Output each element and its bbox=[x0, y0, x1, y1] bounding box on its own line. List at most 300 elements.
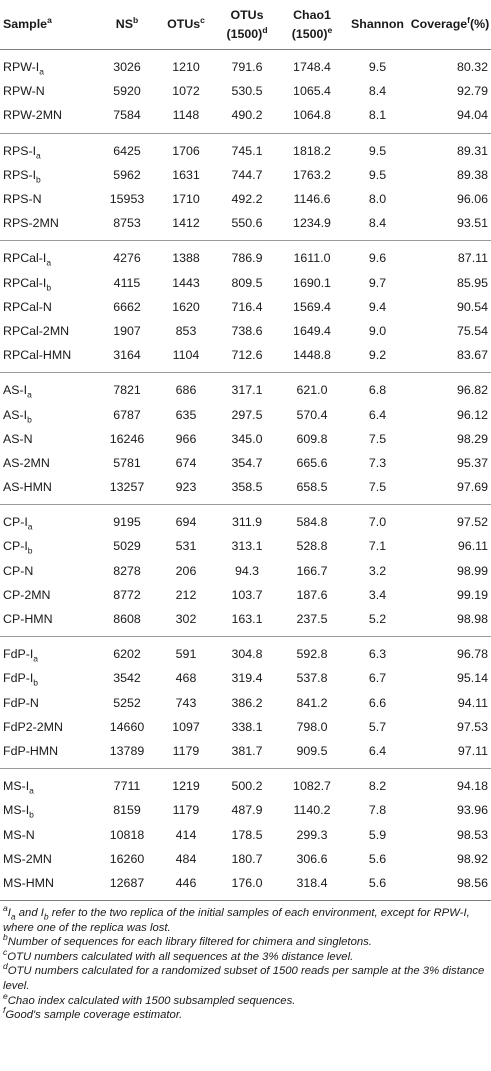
cell-shannon: 6.7 bbox=[368, 671, 387, 686]
cell-coverage: 87.11 bbox=[457, 251, 488, 266]
cell-otus-1500: 550.6 bbox=[231, 216, 263, 231]
cell-sample: RPW-$I_a$ bbox=[3, 60, 44, 77]
cell-otus-1500: 381.7 bbox=[231, 743, 263, 758]
cell-shannon: 9.4 bbox=[368, 299, 387, 314]
cell-otus: 674 bbox=[175, 455, 197, 470]
replica-subscript: a bbox=[27, 389, 32, 400]
table-row bbox=[0, 691, 491, 715]
table-row bbox=[0, 666, 491, 690]
table-row bbox=[0, 295, 491, 319]
cell-otus: 966 bbox=[175, 431, 197, 446]
cell-coverage: 96.78 bbox=[456, 647, 488, 662]
replica-subscript: a bbox=[39, 66, 44, 77]
cell-sample: $CP-I_b$ bbox=[3, 539, 33, 556]
cell-otus-1500: 176.0 bbox=[231, 875, 263, 890]
replica-subscript: a bbox=[46, 257, 52, 268]
table-row bbox=[0, 343, 491, 373]
cell-otus: 531 bbox=[175, 539, 197, 554]
cell-chao1: 909.5 bbox=[296, 743, 328, 758]
cell-chao1: 537.8 bbox=[296, 671, 328, 686]
cell-shannon: 7.8 bbox=[368, 803, 387, 818]
cell-sample: $CP-I_a$ bbox=[3, 515, 33, 532]
cell-otus-1500: 492.2 bbox=[231, 192, 263, 207]
cell-shannon: 9.5 bbox=[368, 167, 387, 182]
cell-otus: 1179 bbox=[172, 743, 200, 758]
cell-sample: RPCal-HMN bbox=[3, 348, 72, 363]
cell-coverage: 95.14 bbox=[456, 671, 488, 686]
table-row bbox=[0, 133, 491, 163]
cell-chao1: 237.5 bbox=[296, 612, 328, 627]
table-row bbox=[0, 637, 491, 667]
cell-ns: 6425 bbox=[113, 143, 141, 158]
cell-shannon: 9.6 bbox=[368, 251, 387, 266]
cell-shannon: 6.4 bbox=[368, 743, 387, 758]
cell-shannon: 5.9 bbox=[368, 827, 387, 842]
cell-otus-1500: 163.1 bbox=[231, 612, 263, 627]
table-row bbox=[0, 583, 491, 607]
cell-chao1: 1569.4 bbox=[293, 299, 331, 314]
replica-subscript: b bbox=[33, 677, 39, 688]
cell-chao1: 570.4 bbox=[296, 407, 328, 422]
cell-coverage: 90.54 bbox=[456, 299, 488, 314]
header-footnote-mark: b bbox=[133, 14, 139, 25]
table-row bbox=[0, 427, 491, 451]
cell-otus: 923 bbox=[175, 480, 197, 495]
cell-shannon: 9.5 bbox=[368, 60, 387, 75]
cell-ns: 5781 bbox=[113, 455, 141, 470]
cell-otus: 468 bbox=[175, 671, 197, 686]
cell-shannon: 9.0 bbox=[368, 323, 387, 338]
header-label: OTUs bbox=[230, 7, 264, 22]
cell-otus: 1412 bbox=[172, 216, 200, 231]
footnote-subscript: b bbox=[43, 911, 49, 922]
cell-coverage: 93.96 bbox=[456, 803, 488, 818]
header-sample bbox=[0, 0, 98, 50]
cell-otus: 484 bbox=[175, 851, 197, 866]
header-chao1 bbox=[278, 0, 346, 50]
cell-coverage: 75.54 bbox=[456, 323, 488, 338]
cell-otus: 853 bbox=[175, 323, 197, 338]
header-footnote-mark: d bbox=[262, 24, 268, 35]
cell-otus: 1706 bbox=[172, 143, 200, 158]
cell-chao1: 1065.4 bbox=[293, 84, 331, 99]
cell-shannon: 7.5 bbox=[368, 480, 387, 495]
replica-subscript: b bbox=[29, 809, 34, 820]
cell-otus-1500: 530.5 bbox=[231, 84, 263, 99]
cell-chao1: 1649.4 bbox=[293, 323, 331, 338]
cell-chao1: 592.8 bbox=[296, 647, 328, 662]
cell-otus-1500: 304.8 bbox=[231, 647, 263, 662]
cell-sample: $MS-I_a$ bbox=[3, 779, 34, 796]
cell-shannon: 8.1 bbox=[368, 108, 387, 123]
cell-shannon: 6.3 bbox=[368, 647, 387, 662]
footnote-mark: a bbox=[3, 903, 8, 914]
cell-shannon: 8.2 bbox=[368, 779, 387, 794]
cell-sample: CP-N bbox=[3, 563, 34, 578]
cell-coverage: 96.82 bbox=[456, 383, 488, 398]
cell-shannon: 3.2 bbox=[368, 563, 387, 578]
cell-otus: 743 bbox=[175, 695, 197, 710]
table-row bbox=[0, 187, 491, 211]
cell-ns: 5252 bbox=[113, 695, 141, 710]
cell-otus-1500: 809.5 bbox=[231, 275, 263, 290]
table-row bbox=[0, 241, 491, 271]
header-footnote-mark: e bbox=[327, 24, 333, 35]
table-row bbox=[0, 769, 491, 799]
cell-otus-1500: 354.7 bbox=[231, 455, 263, 470]
cell-otus-1500: 745.1 bbox=[231, 143, 263, 158]
cell-otus: 1210 bbox=[172, 60, 200, 75]
cell-sample: RPS-N bbox=[3, 192, 42, 207]
cell-sample: RPS-$I_a$ bbox=[3, 143, 41, 161]
cell-chao1: 665.6 bbox=[296, 455, 328, 470]
cell-otus-1500: 500.2 bbox=[231, 779, 263, 794]
cell-otus-1500: 786.9 bbox=[231, 251, 263, 266]
cell-otus-1500: 738.6 bbox=[231, 323, 263, 338]
cell-otus: 1148 bbox=[172, 108, 200, 123]
cell-otus: 1097 bbox=[172, 719, 200, 734]
cell-otus: 635 bbox=[175, 407, 197, 422]
cell-otus: 694 bbox=[175, 515, 197, 530]
cell-shannon: 6.4 bbox=[368, 407, 387, 422]
cell-otus-1500: 313.1 bbox=[231, 539, 263, 554]
cell-coverage: 95.37 bbox=[456, 455, 488, 470]
cell-otus-1500: 317.1 bbox=[231, 383, 263, 398]
cell-otus: 1620 bbox=[172, 299, 200, 314]
table-row bbox=[0, 715, 491, 739]
header-label: Chao1 bbox=[293, 7, 331, 22]
header-footnote-mark: c bbox=[200, 14, 205, 25]
cell-coverage: 94.11 bbox=[457, 695, 488, 710]
cell-coverage: 96.12 bbox=[456, 407, 488, 422]
cell-sample: AS-N bbox=[3, 431, 33, 446]
header-label: Coverage$^f$(%) bbox=[410, 14, 490, 31]
footnote-c: $^c$OTU numbers calculated with all sequences at the 3% distance level. bbox=[3, 947, 354, 963]
cell-coverage: 89.31 bbox=[456, 143, 488, 158]
cell-sample: RPCal-$I_b$ bbox=[3, 275, 52, 293]
table-row bbox=[0, 739, 491, 769]
table-row bbox=[0, 103, 491, 133]
cell-ns: 13789 bbox=[109, 743, 145, 758]
cell-otus: 686 bbox=[175, 383, 197, 398]
cell-shannon: 7.0 bbox=[368, 515, 387, 530]
replica-subscript: a bbox=[27, 521, 33, 532]
header-footnote-mark: a bbox=[47, 14, 52, 25]
cell-shannon: 9.5 bbox=[368, 143, 387, 158]
cell-chao1: 1234.9 bbox=[293, 216, 331, 231]
footnotes bbox=[0, 901, 491, 1023]
header-label: $NS^b$ bbox=[115, 14, 139, 31]
cell-sample: FdP-HMN bbox=[3, 743, 59, 758]
cell-chao1: 658.5 bbox=[296, 480, 328, 495]
cell-otus-1500: 744.7 bbox=[231, 167, 263, 182]
cell-otus-1500: 358.5 bbox=[231, 480, 263, 495]
table-row bbox=[0, 79, 491, 103]
cell-ns: 6662 bbox=[113, 299, 141, 314]
cell-ns: 9195 bbox=[113, 515, 141, 530]
footnote-e: $^e$Chao index calculated with 1500 subsampled sequences. bbox=[3, 990, 296, 1007]
footnote-b: $^b$Number of sequences for each library filtered for chimera and singletons. bbox=[3, 932, 372, 949]
table-row bbox=[0, 319, 491, 343]
cell-otus-1500: 791.6 bbox=[231, 60, 263, 75]
cell-coverage: 89.38 bbox=[456, 167, 488, 182]
cell-sample: FdP-$I_b$ bbox=[3, 671, 39, 688]
replica-subscript: b bbox=[27, 545, 33, 556]
cell-coverage: 94.04 bbox=[456, 108, 488, 123]
cell-shannon: 8.4 bbox=[368, 216, 387, 231]
cell-ns: 5962 bbox=[113, 167, 141, 182]
cell-sample: RPW-2MN bbox=[3, 108, 62, 123]
cell-sample: MS-N bbox=[3, 827, 35, 842]
cell-otus-1500: 297.5 bbox=[231, 407, 263, 422]
cell-sample: MS-HMN bbox=[3, 875, 54, 890]
cell-ns: 7711 bbox=[113, 779, 141, 794]
cell-shannon: 8.4 bbox=[368, 84, 387, 99]
cell-otus-1500: 178.5 bbox=[231, 827, 263, 842]
cell-sample: $AS-I_b$ bbox=[3, 407, 32, 424]
cell-shannon: 5.7 bbox=[368, 719, 387, 734]
cell-coverage: 96.06 bbox=[456, 192, 488, 207]
cell-otus: 1219 bbox=[172, 779, 200, 794]
cell-ns: 1907 bbox=[113, 323, 141, 338]
header-footnote-mark: f bbox=[467, 14, 471, 25]
cell-otus: 591 bbox=[175, 647, 197, 662]
cell-otus: 1104 bbox=[172, 348, 200, 363]
cell-otus: 1710 bbox=[172, 192, 200, 207]
header-ns bbox=[98, 0, 156, 50]
cell-coverage: 85.95 bbox=[456, 275, 488, 290]
cell-sample: FdP-$I_a$ bbox=[3, 647, 39, 664]
cell-otus: 212 bbox=[175, 587, 197, 602]
replica-subscript: b bbox=[36, 174, 41, 185]
cell-ns: 13257 bbox=[109, 480, 145, 495]
cell-otus-1500: 338.1 bbox=[231, 719, 263, 734]
header-shannon bbox=[346, 0, 409, 50]
cell-otus-1500: 716.4 bbox=[231, 299, 263, 314]
cell-sample: RPCal-N bbox=[3, 299, 52, 314]
table-row bbox=[0, 822, 491, 846]
footnote-mark: e bbox=[3, 990, 8, 1001]
cell-ns: 4115 bbox=[113, 275, 141, 290]
cell-sample: RPS-2MN bbox=[3, 216, 59, 231]
cell-shannon: 5.6 bbox=[368, 875, 387, 890]
cell-otus-1500: 180.7 bbox=[231, 851, 263, 866]
cell-ns: 8608 bbox=[113, 612, 141, 627]
footnote-d: $^d$OTU numbers calculated for a randomized subset of 1500 reads per sample at the 3% distance level. bbox=[3, 961, 485, 992]
cell-ns: 6202 bbox=[113, 647, 141, 662]
cell-chao1: 1611.0 bbox=[293, 251, 331, 266]
cell-chao1: 528.8 bbox=[296, 539, 328, 554]
table-row bbox=[0, 559, 491, 583]
cell-shannon: 7.1 bbox=[368, 539, 387, 554]
header-otus bbox=[156, 0, 216, 50]
cell-coverage: 80.32 bbox=[456, 60, 488, 75]
table-body bbox=[0, 50, 491, 901]
cell-sample: FdP-N bbox=[3, 695, 39, 710]
header-otus-1500 bbox=[216, 0, 278, 50]
cell-coverage: 92.79 bbox=[456, 84, 488, 99]
table-row bbox=[0, 798, 491, 822]
cell-coverage: 99.19 bbox=[456, 587, 488, 602]
cell-ns: 6787 bbox=[113, 407, 141, 422]
footnote-mark: b bbox=[3, 932, 8, 943]
cell-shannon: 3.4 bbox=[368, 587, 387, 602]
table-row bbox=[0, 475, 491, 505]
cell-coverage: 94.18 bbox=[456, 779, 488, 794]
cell-chao1: 584.8 bbox=[296, 515, 328, 530]
cell-sample: $AS-I_a$ bbox=[3, 383, 32, 400]
footnote-f: $^f$Good's sample coverage estimator. bbox=[3, 1005, 183, 1022]
header-label-line2: $(1500)^e$ bbox=[291, 24, 333, 41]
cell-ns: 8278 bbox=[113, 563, 141, 578]
cell-ns: 12687 bbox=[109, 875, 145, 890]
table-row bbox=[0, 847, 491, 871]
cell-chao1: 299.3 bbox=[296, 827, 328, 842]
cell-chao1: 798.0 bbox=[296, 719, 328, 734]
cell-chao1: 306.6 bbox=[296, 851, 328, 866]
cell-ns: 3164 bbox=[113, 348, 141, 363]
cell-otus-1500: 345.0 bbox=[231, 431, 263, 446]
table-row bbox=[0, 534, 491, 558]
cell-chao1: 609.8 bbox=[296, 431, 328, 446]
header-label: OTUs$^c$ bbox=[167, 14, 205, 31]
cell-chao1: 1448.8 bbox=[293, 348, 331, 363]
replica-subscript: a bbox=[29, 785, 34, 796]
cell-coverage: 97.11 bbox=[457, 743, 488, 758]
header-label-line2: $(1500)^d$ bbox=[226, 24, 268, 41]
replica-subscript: b bbox=[46, 282, 52, 293]
cell-otus-1500: 487.9 bbox=[231, 803, 263, 818]
cell-ns: 7821 bbox=[113, 383, 141, 398]
cell-otus: 1631 bbox=[172, 167, 200, 182]
cell-sample: RPS-$I_b$ bbox=[3, 167, 41, 185]
replica-subscript: a bbox=[33, 653, 39, 664]
cell-otus: 446 bbox=[175, 875, 197, 890]
replica-subscript: a bbox=[36, 150, 41, 161]
cell-otus-1500: 94.3 bbox=[234, 563, 260, 578]
cell-otus-1500: 386.2 bbox=[231, 695, 263, 710]
cell-shannon: 7.3 bbox=[368, 455, 387, 470]
cell-otus: 1388 bbox=[172, 251, 200, 266]
cell-shannon: 6.8 bbox=[368, 383, 387, 398]
cell-otus-1500: 311.9 bbox=[231, 515, 263, 530]
cell-ns: 8159 bbox=[113, 803, 141, 818]
cell-coverage: 83.67 bbox=[456, 348, 488, 363]
table-header bbox=[0, 0, 491, 50]
cell-coverage: 96.11 bbox=[457, 539, 488, 554]
footnote-a: $^aI_a$ and $I_b$ refer to the two replica of the initial samples of each environment, except for RPW-I, where one of the replica was lost. bbox=[3, 903, 470, 934]
cell-ns: 10818 bbox=[109, 827, 145, 842]
replica-subscript: b bbox=[27, 414, 32, 424]
cell-chao1: 166.7 bbox=[296, 563, 328, 578]
cell-sample: MS-2MN bbox=[3, 851, 52, 866]
cell-ns: 8753 bbox=[113, 216, 141, 231]
cell-ns: 7584 bbox=[113, 108, 141, 123]
cell-ns: 3542 bbox=[113, 671, 141, 686]
table-row bbox=[0, 271, 491, 295]
cell-ns: 8772 bbox=[113, 587, 141, 602]
cell-sample: RPCal-2MN bbox=[3, 323, 70, 338]
cell-shannon: 5.6 bbox=[368, 851, 387, 866]
cell-ns: 16260 bbox=[109, 851, 145, 866]
cell-chao1: 1064.8 bbox=[293, 108, 331, 123]
cell-ns: 14660 bbox=[109, 719, 145, 734]
cell-ns: 3026 bbox=[113, 60, 141, 75]
cell-sample: $MS-I_b$ bbox=[3, 803, 34, 820]
cell-otus-1500: 103.7 bbox=[231, 587, 263, 602]
cell-sample: RPCal-$I_a$ bbox=[3, 251, 52, 268]
cell-otus: 1072 bbox=[172, 84, 200, 99]
cell-coverage: 98.98 bbox=[456, 612, 488, 627]
cell-shannon: 9.2 bbox=[368, 348, 387, 363]
cell-chao1: 621.0 bbox=[296, 383, 328, 398]
cell-chao1: 1818.2 bbox=[293, 143, 331, 158]
cell-sample: AS-2MN bbox=[3, 455, 50, 470]
header-label: Shannon bbox=[351, 17, 404, 31]
cell-shannon: 9.7 bbox=[368, 275, 387, 290]
cell-chao1: 1763.2 bbox=[293, 167, 331, 182]
cell-chao1: 1748.4 bbox=[293, 60, 331, 75]
table-row bbox=[0, 50, 491, 80]
cell-chao1: 187.6 bbox=[296, 587, 328, 602]
table-row bbox=[0, 505, 491, 535]
cell-sample: CP-HMN bbox=[3, 612, 53, 627]
cell-shannon: 7.5 bbox=[368, 431, 387, 446]
cell-ns: 15953 bbox=[109, 192, 145, 207]
cell-coverage: 98.29 bbox=[456, 431, 488, 446]
footnote-mark: f bbox=[3, 1005, 6, 1016]
cell-otus: 414 bbox=[175, 827, 197, 842]
cell-ns: 5920 bbox=[113, 84, 141, 99]
cell-ns: 5029 bbox=[113, 539, 141, 554]
cell-otus-1500: 712.6 bbox=[231, 348, 263, 363]
cell-coverage: 97.69 bbox=[456, 480, 488, 495]
table-row bbox=[0, 451, 491, 475]
cell-sample: FdP2-2MN bbox=[3, 719, 63, 734]
cell-sample: AS-HMN bbox=[3, 480, 52, 495]
table-row bbox=[0, 871, 491, 901]
cell-otus-1500: 319.4 bbox=[231, 671, 263, 686]
cell-sample: CP-2MN bbox=[3, 587, 51, 602]
cell-chao1: 1146.6 bbox=[293, 192, 331, 207]
cell-coverage: 97.53 bbox=[456, 719, 488, 734]
table-row bbox=[0, 163, 491, 187]
table-row bbox=[0, 607, 491, 637]
cell-shannon: 5.2 bbox=[368, 612, 387, 627]
cell-sample: RPW-N bbox=[3, 84, 45, 99]
header-coverage bbox=[409, 0, 491, 50]
footnote-mark: d bbox=[3, 961, 8, 972]
cell-coverage: 98.56 bbox=[456, 875, 488, 890]
cell-coverage: 98.53 bbox=[456, 827, 488, 842]
cell-coverage: 98.92 bbox=[456, 851, 488, 866]
cell-chao1: 1690.1 bbox=[293, 275, 331, 290]
cell-otus: 1179 bbox=[172, 803, 200, 818]
cell-ns: 4276 bbox=[113, 251, 141, 266]
cell-otus: 206 bbox=[175, 563, 197, 578]
cell-ns: 16246 bbox=[109, 431, 145, 446]
cell-otus: 302 bbox=[175, 612, 197, 627]
cell-shannon: 8.0 bbox=[368, 192, 387, 207]
footnote-mark: c bbox=[3, 947, 8, 958]
cell-chao1: 1082.7 bbox=[293, 779, 331, 794]
cell-chao1: 841.2 bbox=[296, 695, 328, 710]
cell-coverage: 93.51 bbox=[456, 216, 488, 231]
cell-chao1: 318.4 bbox=[296, 875, 328, 890]
header-label: Sample$^a$ bbox=[3, 14, 52, 31]
cell-shannon: 6.6 bbox=[368, 695, 387, 710]
table-row bbox=[0, 211, 491, 241]
